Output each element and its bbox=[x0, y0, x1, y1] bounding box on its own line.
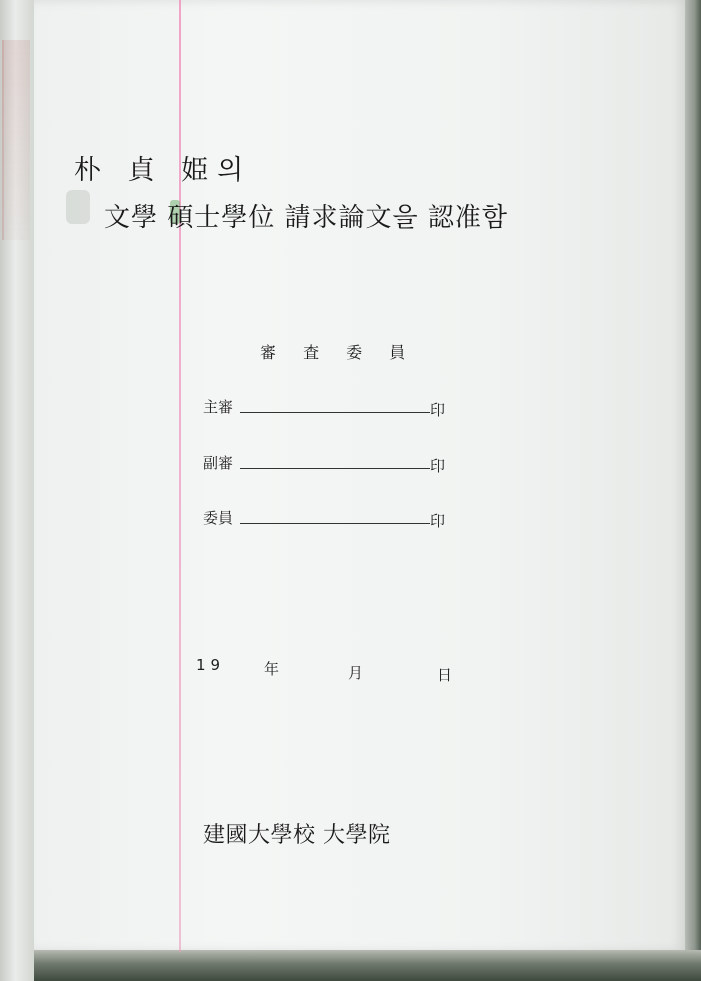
signature-label: 副審 bbox=[203, 454, 234, 472]
committee-heading: 審 査 委 員 bbox=[260, 343, 417, 362]
bottom-page-edge bbox=[34, 950, 701, 981]
date-month-label: 月 bbox=[348, 664, 364, 682]
signature-line bbox=[240, 468, 430, 469]
seal-mark: 印 bbox=[430, 512, 446, 530]
date-year-label: 年 bbox=[264, 660, 280, 678]
right-page-edge bbox=[685, 0, 701, 960]
seal-mark: 印 bbox=[430, 457, 446, 475]
faded-stamp-mark bbox=[2, 40, 30, 240]
candidate-name-line: 朴 貞 姫의 bbox=[74, 155, 253, 186]
signature-line bbox=[240, 412, 430, 413]
date-day-label: 日 bbox=[437, 666, 453, 684]
signature-label: 主審 bbox=[203, 398, 234, 416]
pink-margin-line bbox=[179, 0, 181, 952]
signature-row-deputy-examiner bbox=[203, 452, 463, 476]
approval-statement-line: 文學 碩士學位 請求論文을 認准함 bbox=[104, 203, 509, 233]
gray-smudge-mark bbox=[66, 190, 90, 224]
seal-mark: 印 bbox=[430, 401, 446, 419]
institution-name: 建國大學校 大學院 bbox=[203, 823, 391, 848]
date-year-prefix: 19 bbox=[196, 656, 226, 674]
left-spine-edge bbox=[0, 0, 34, 981]
signature-label: 委員 bbox=[203, 509, 234, 527]
signature-row-chief-examiner bbox=[203, 396, 463, 420]
signature-row-committee-member bbox=[203, 507, 463, 531]
paper-page bbox=[34, 0, 689, 952]
signature-line bbox=[240, 523, 430, 524]
date-row bbox=[196, 656, 486, 684]
